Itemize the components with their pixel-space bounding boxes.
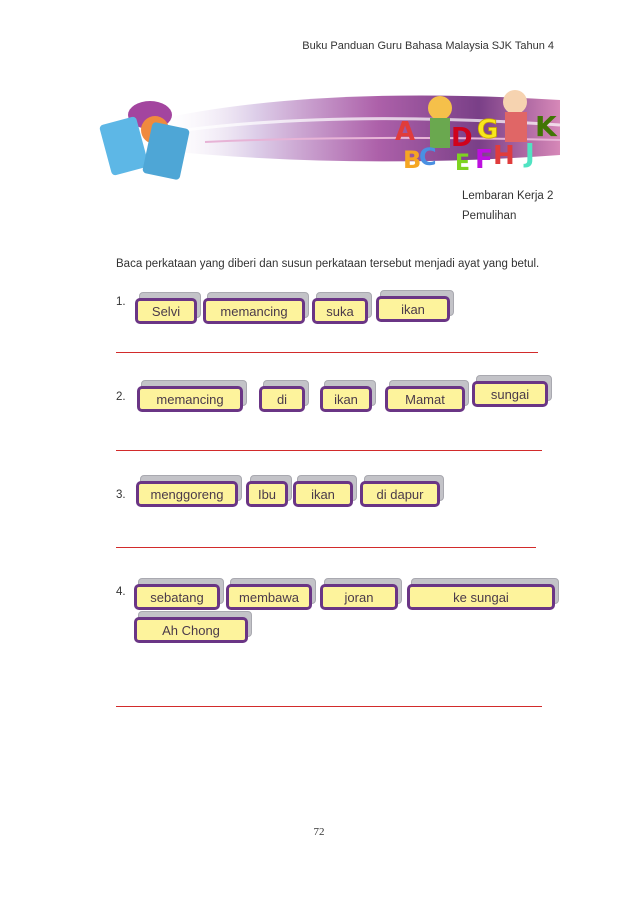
word-card[interactable] bbox=[259, 386, 305, 412]
letter-e: E bbox=[455, 151, 471, 176]
letter-b: B bbox=[403, 146, 422, 174]
word-card[interactable] bbox=[312, 298, 368, 324]
answer-line-3[interactable] bbox=[116, 547, 536, 548]
letter-d: D bbox=[451, 123, 473, 153]
word-card[interactable] bbox=[293, 481, 353, 507]
word-card[interactable] bbox=[360, 481, 440, 507]
word-card-label: Selvi bbox=[135, 298, 197, 324]
word-card[interactable] bbox=[472, 381, 548, 407]
question-number-4: 4. bbox=[116, 586, 126, 598]
word-card-label: Ah Chong bbox=[134, 617, 248, 643]
word-card[interactable] bbox=[385, 386, 465, 412]
word-card[interactable] bbox=[226, 584, 312, 610]
worksheet-title: Lembaran Kerja 2 bbox=[462, 190, 554, 202]
word-card-label: ke sungai bbox=[407, 584, 555, 610]
decorative-banner bbox=[95, 80, 560, 190]
word-card[interactable] bbox=[135, 298, 197, 324]
letter-k: K bbox=[535, 110, 557, 143]
answer-line-2[interactable] bbox=[116, 450, 542, 451]
word-card-label: memancing bbox=[137, 386, 243, 412]
answer-line-4[interactable] bbox=[116, 706, 542, 707]
running-header: Buku Panduan Guru Bahasa Malaysia SJK Tahun 4 bbox=[302, 40, 554, 52]
word-card[interactable] bbox=[246, 481, 288, 507]
question-number-1: 1. bbox=[116, 296, 126, 308]
letter-f: F bbox=[475, 145, 493, 175]
word-card[interactable] bbox=[203, 298, 305, 324]
worksheet-subtitle: Pemulihan bbox=[462, 210, 517, 222]
word-card[interactable] bbox=[134, 617, 248, 643]
word-card-label: suka bbox=[312, 298, 368, 324]
word-card-label: menggoreng bbox=[136, 481, 238, 507]
letter-g: G bbox=[477, 115, 499, 145]
word-card[interactable] bbox=[137, 386, 243, 412]
word-card-label: memancing bbox=[203, 298, 305, 324]
word-card-label: Mamat bbox=[385, 386, 465, 412]
reading-child-illustration bbox=[99, 101, 190, 180]
question-number-3: 3. bbox=[116, 489, 126, 501]
word-card[interactable] bbox=[134, 584, 220, 610]
word-card-label: di bbox=[259, 386, 305, 412]
word-card-label: ikan bbox=[293, 481, 353, 507]
word-card[interactable] bbox=[136, 481, 238, 507]
word-card-label: joran bbox=[320, 584, 398, 610]
instruction-text: Baca perkataan yang diberi dan susun perkataan tersebut menjadi ayat yang betul. bbox=[116, 258, 540, 270]
word-card-label: di dapur bbox=[360, 481, 440, 507]
word-card-label: sebatang bbox=[134, 584, 220, 610]
word-card-label: Ibu bbox=[246, 481, 288, 507]
letter-a: A bbox=[395, 117, 416, 147]
word-card[interactable] bbox=[320, 584, 398, 610]
letter-c: C bbox=[419, 143, 437, 171]
page-number: 72 bbox=[313, 826, 325, 838]
word-card-label: sungai bbox=[472, 381, 548, 407]
word-card[interactable] bbox=[407, 584, 555, 610]
word-card[interactable] bbox=[376, 296, 450, 322]
word-card[interactable] bbox=[320, 386, 372, 412]
answer-line-1[interactable] bbox=[116, 352, 538, 353]
letter-j: J bbox=[525, 139, 535, 169]
letter-h: H bbox=[493, 141, 515, 171]
word-card-label: ikan bbox=[376, 296, 450, 322]
word-card-label: membawa bbox=[226, 584, 312, 610]
word-card-label: ikan bbox=[320, 386, 372, 412]
question-number-2: 2. bbox=[116, 391, 126, 403]
